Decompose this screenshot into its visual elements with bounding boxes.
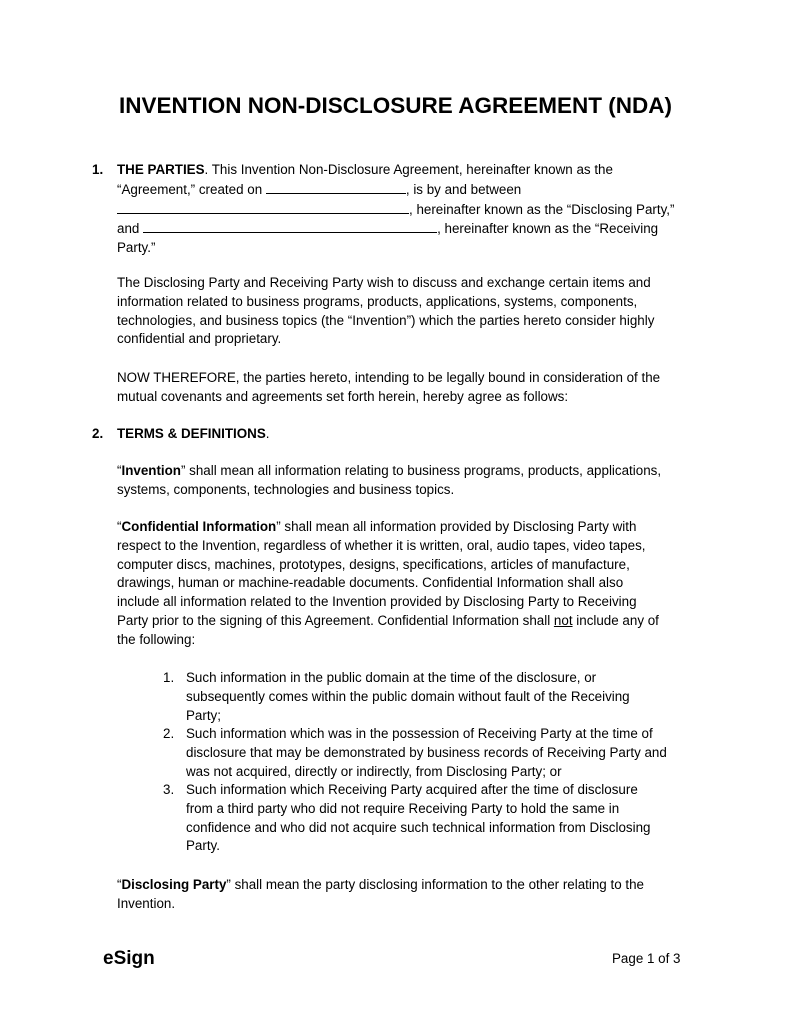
exclusion-3: Such information which Receiving Party acquired after the time of disclosure from a third party who did not require Receiving Party to hold the same in confidence and who did not acquire such technical information from Disclosing Party. <box>186 782 651 854</box>
exclusion-2-number: 2. <box>163 726 175 741</box>
esign-logo: eSign <box>103 948 155 969</box>
term-disclosing-party: Disclosing Party <box>121 877 227 892</box>
page-number: Page 1 of 3 <box>612 951 681 966</box>
exclusion-2: Such information which was in the possession of Receiving Party at the time of disclosure that may be demonstrated by business records of Receiving Party and was not acquired, directly or indirectly, from Disclosing Party; or <box>186 726 667 779</box>
section-2-heading: TERMS & DEFINITIONS <box>117 426 266 441</box>
section-1-parties <box>117 161 707 258</box>
definition-disclosing-party: “Disclosing Party” shall mean the party disclosing information to the other relating to the Invention. <box>117 877 644 911</box>
receiving-party-blank-field[interactable] <box>143 219 437 233</box>
parties-line-3: , hereinafter known as the “Disclosing Party,” <box>117 200 707 220</box>
exclusion-1-number: 1. <box>163 670 175 685</box>
document-title: INVENTION NON-DISCLOSURE AGREEMENT (NDA) <box>119 93 672 118</box>
exclusion-1: Such information in the public domain at the time of the disclosure, or subsequently comes within the public domain without fault of the Receiving Party; <box>186 670 630 723</box>
section-2-heading-line: TERMS & DEFINITIONS. <box>117 426 270 441</box>
date-blank-field[interactable] <box>266 180 406 194</box>
underlined-not: not <box>553 612 573 628</box>
section-1-heading: THE PARTIES <box>117 162 205 177</box>
section-2-number: 2. <box>92 426 104 441</box>
parties-line-1: THE PARTIES. This Invention Non-Disclosure Agreement, hereinafter known as the <box>117 162 613 177</box>
now-therefore-paragraph: NOW THEREFORE, the parties hereto, intending to be legally bound in consideration of the mutual covenants and agreements set forth herein, hereby agree as follows: <box>117 370 661 404</box>
term-invention: Invention <box>121 463 181 478</box>
definition-invention: “Invention” shall mean all information relating to business programs, products, applications, systems, components, technologies and business topics. <box>117 463 662 497</box>
section-1-number: 1. <box>92 162 104 177</box>
recitals-paragraph: The Disclosing Party and Receiving Party wish to discuss and exchange certain items and information related to business programs, products, applications, systems, components, technologies, and business topics (the “Invention”) which the parties hereto consider highly confidential and proprietary. <box>117 275 655 347</box>
disclosing-party-blank-field[interactable] <box>117 200 409 214</box>
parties-line-2: “Agreement,” created on , is by and between <box>117 181 522 197</box>
parties-line-4: and , hereinafter known as the “Receiving <box>117 221 659 237</box>
definition-confidential-information: “Confidential Information” shall mean all information provided by Disclosing Party with respect to the Invention, regardless of whether it is written, oral, audio tapes, video tapes, computer discs, machines, prototypes, designs, specifications, articles of manufacture, drawings, human or machine-readable documents. Confidential Information shall also include all information related to the Invention provided by Disclosing Party to Receiving Party prior to the signing of this Agreement. Confidential Information shall not include any of the following: <box>117 519 659 647</box>
term-confidential-information: Confidential Information <box>121 519 277 534</box>
parties-line-5: Party.” <box>117 240 156 256</box>
exclusion-3-number: 3. <box>163 782 175 797</box>
